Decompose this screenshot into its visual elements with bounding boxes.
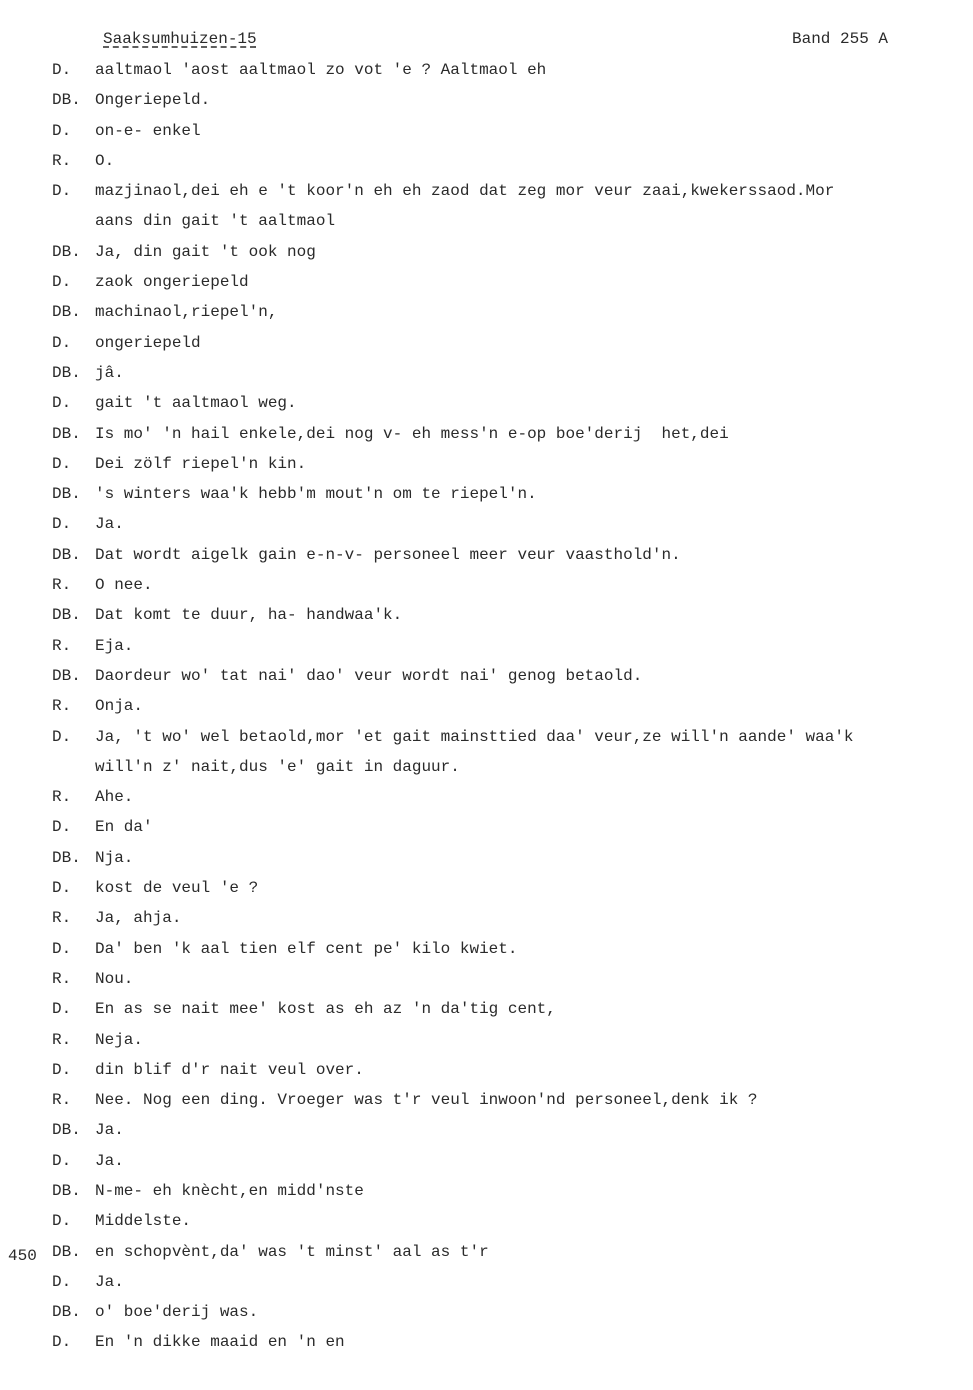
utterance-text: Da' ben 'k aal tien elf cent pe' kilo kwiet. (95, 939, 518, 958)
speaker-label: DB. (52, 666, 81, 685)
speaker-label: DB. (52, 1242, 81, 1261)
speaker-label: R. (52, 969, 72, 988)
utterance-text: 's winters waa'k hebb'm mout'n om te riepel'n. (95, 485, 537, 504)
transcript-line (0, 1089, 973, 1119)
transcript-line (0, 513, 973, 543)
utterance-text: Ja. (95, 1151, 124, 1170)
utterance-text: Ja, 't wo' wel betaold,mor 'et gait mainsttied daa' veur,ze will'n aande' waa'k (95, 727, 854, 746)
transcript-line (0, 998, 973, 1028)
transcript-line (0, 180, 973, 210)
speaker-label: DB. (52, 545, 81, 564)
transcript-line (0, 1059, 973, 1089)
utterance-text: Nou. (95, 969, 134, 988)
speaker-label: D. (52, 818, 72, 837)
utterance-text: En 'n dikke maaid en 'n en (95, 1333, 345, 1352)
speaker-label: D. (52, 1333, 72, 1352)
transcript-line (0, 89, 973, 119)
transcript-line (0, 150, 973, 180)
speaker-label: D. (52, 1272, 72, 1291)
transcript-line (0, 271, 973, 301)
utterance-text: Dei zölf riepel'n kin. (95, 454, 307, 473)
transcript-line (0, 756, 973, 786)
transcript-line (0, 604, 973, 634)
utterance-text: Dat komt te duur, ha- handwaa'k. (95, 606, 403, 625)
speaker-label: R. (52, 909, 72, 928)
utterance-text: on-e- enkel (95, 121, 201, 140)
transcript-line (0, 1301, 973, 1331)
transcript-line (0, 968, 973, 998)
transcript-line (0, 1180, 973, 1210)
transcript-line (0, 816, 973, 846)
speaker-label: DB. (52, 363, 81, 382)
transcript-line (0, 241, 973, 271)
transcript-line (0, 726, 973, 756)
speaker-label: DB. (52, 1121, 81, 1140)
utterance-text: din blif d'r nait veul over. (95, 1060, 364, 1079)
speaker-label: D. (52, 1151, 72, 1170)
transcript-lines (0, 59, 973, 1362)
speaker-label: R. (52, 151, 72, 170)
speaker-label: DB. (52, 485, 81, 504)
utterance-text: Ja. (95, 515, 124, 534)
transcript-line (0, 210, 973, 240)
transcript-line (0, 301, 973, 331)
utterance-text: kost de veul 'e ? (95, 879, 259, 898)
transcript-line (0, 847, 973, 877)
band-label: Band 255 A (792, 30, 889, 48)
speaker-label: R. (52, 788, 72, 807)
transcript-line (0, 392, 973, 422)
transcript-line (0, 1150, 973, 1180)
transcript-line (0, 544, 973, 574)
transcript-line (0, 362, 973, 392)
speaker-label: DB. (52, 606, 81, 625)
utterance-text: jâ. (95, 363, 124, 382)
speaker-label: D. (52, 1060, 72, 1079)
utterance-text: Nee. Nog een ding. Vroeger was t'r veul inwoon'nd personeel,denk ik ? (95, 1091, 758, 1110)
speaker-label: R. (52, 1030, 72, 1049)
transcript-line (0, 1210, 973, 1240)
utterance-text: ongeriepeld (95, 333, 201, 352)
speaker-label: R. (52, 576, 72, 595)
utterance-text: Onja. (95, 697, 144, 716)
speaker-label: D. (52, 394, 72, 413)
transcript-line (0, 877, 973, 907)
transcript-line (0, 59, 973, 89)
utterance-text: Middelste. (95, 1212, 192, 1231)
speaker-label: DB. (52, 303, 81, 322)
transcript-line (0, 1241, 973, 1271)
utterance-text: O nee. (95, 576, 153, 595)
transcript-line (0, 1029, 973, 1059)
transcript-line (0, 1119, 973, 1149)
transcript-line (0, 483, 973, 513)
utterance-text: Daordeur wo' tat nai' dao' veur wordt nai' genog betaold. (95, 666, 643, 685)
transcript-line (0, 907, 973, 937)
utterance-text: zaok ongeriepeld (95, 273, 249, 292)
speaker-label: DB. (52, 1181, 81, 1200)
utterance-text: Dat wordt aigelk gain e-n-v- personeel meer veur vaasthold'n. (95, 545, 681, 564)
transcript-line (0, 938, 973, 968)
speaker-label: D. (52, 939, 72, 958)
utterance-text: aaltmaol 'aost aaltmaol zo vot 'e ? Aaltmaol eh (95, 61, 547, 79)
transcript-line (0, 695, 973, 725)
utterance-text: Ja. (95, 1272, 124, 1291)
utterance-text: gait 't aaltmaol weg. (95, 394, 297, 413)
utterance-text: Ja. (95, 1121, 124, 1140)
speaker-label: D. (52, 273, 72, 292)
speaker-label: D. (52, 61, 72, 79)
transcript-line (0, 453, 973, 483)
transcript-line (0, 1331, 973, 1361)
speaker-label: D. (52, 1212, 72, 1231)
transcript-line (0, 665, 973, 695)
utterance-text: En as se nait mee' kost as eh az 'n da'tig cent, (95, 1000, 556, 1019)
utterance-text: En da' (95, 818, 153, 837)
speaker-label: D. (52, 454, 72, 473)
transcript-line (0, 332, 973, 362)
utterance-text: Nja. (95, 848, 134, 867)
utterance-text: mazjinaol,dei eh e 't koor'n eh eh zaod dat zeg mor veur zaai,kwekerssaod.Mor (95, 182, 835, 201)
utterance-text: O. (95, 151, 115, 170)
speaker-label: DB. (52, 848, 81, 867)
utterance-text: o' boe'derij was. (95, 1303, 259, 1322)
speaker-label: R. (52, 636, 72, 655)
utterance-text: Is mo' 'n hail enkele,dei nog v- eh mess'n e-op boe'derij het,dei (95, 424, 729, 443)
document-title: Saaksumhuizen-15 (103, 30, 257, 48)
utterance-text: aans din gait 't aaltmaol (95, 212, 336, 231)
transcript-line (0, 423, 973, 453)
transcript-line (0, 635, 973, 665)
utterance-text: Neja. (95, 1030, 144, 1049)
speaker-label: DB. (52, 242, 81, 261)
utterance-text: will'n z' nait,dus 'e' gait in daguur. (95, 757, 460, 776)
speaker-label: R. (52, 1091, 72, 1110)
speaker-label: D. (52, 515, 72, 534)
transcript-line (0, 120, 973, 150)
utterance-text: Ja, din gait 't ook nog (95, 242, 316, 261)
speaker-label: DB. (52, 424, 81, 443)
speaker-label: DB. (52, 1303, 81, 1322)
speaker-label: R. (52, 697, 72, 716)
transcript-line (0, 574, 973, 604)
speaker-label: D. (52, 182, 72, 201)
utterance-text: Ja, ahja. (95, 909, 182, 928)
speaker-label: DB. (52, 91, 81, 110)
speaker-label: D. (52, 879, 72, 898)
utterance-text: Eja. (95, 636, 134, 655)
speaker-label: D. (52, 727, 72, 746)
transcript-line (0, 786, 973, 816)
speaker-label: D. (52, 121, 72, 140)
margin-number: 450 (8, 1247, 37, 1265)
transcript-line (0, 1271, 973, 1301)
utterance-text: N-me- eh knècht,en midd'nste (95, 1181, 364, 1200)
speaker-label: D. (52, 1000, 72, 1019)
utterance-text: machinaol,riepel'n, (95, 303, 278, 322)
speaker-label: D. (52, 333, 72, 352)
utterance-text: Ahe. (95, 788, 134, 807)
utterance-text: en schopvènt,da' was 't minst' aal as t'r (95, 1242, 489, 1261)
utterance-text: Ongeriepeld. (95, 91, 211, 110)
